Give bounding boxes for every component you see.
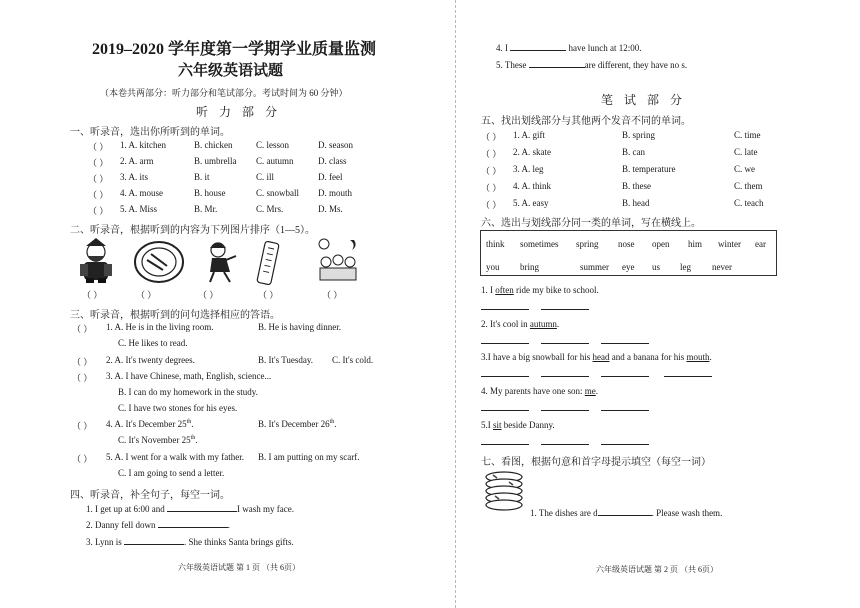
- answer-paren[interactable]: （ ）: [481, 166, 502, 176]
- fill-sentence-2: 2. Danny fell down .: [86, 520, 230, 530]
- option-c: C. He likes to read.: [118, 338, 188, 348]
- option-b: B. He is having dinner.: [258, 322, 341, 332]
- option-a: 2. A. It's twenty degrees.: [106, 355, 195, 365]
- option-d: D. class: [318, 156, 347, 166]
- option-c: C. I am going to send a letter.: [118, 468, 225, 478]
- answer-line[interactable]: [481, 376, 529, 377]
- option-b: B. can: [622, 147, 645, 157]
- option-b: B. It's Tuesday.: [258, 355, 314, 365]
- category-question-5: 5.I sit beside Danny.: [481, 420, 555, 430]
- fill-blank[interactable]: [529, 58, 585, 68]
- answer-paren[interactable]: （ ）: [88, 174, 109, 184]
- fill-sentence-4: 4. I have lunch at 12:00.: [496, 43, 642, 53]
- option-c: C. It's November 25th.: [118, 435, 198, 445]
- option-a: 5. A. easy: [513, 198, 549, 208]
- section-3-heading: 三、听录音，根据听到的问句选择相应的答语。: [70, 310, 280, 321]
- fill-blank[interactable]: [124, 535, 184, 545]
- word-bank-item: him: [688, 239, 703, 249]
- order-paren-1[interactable]: （ ）: [82, 290, 103, 300]
- page-divider: [455, 0, 456, 608]
- dirty-dishes-picture: [483, 469, 525, 513]
- answer-paren[interactable]: （ ）: [481, 183, 502, 193]
- option-d: D. Ms.: [318, 204, 343, 214]
- option-c: C. them: [734, 181, 763, 191]
- option-b: B. I can do my homework in the study.: [118, 387, 258, 397]
- option-c: C. late: [734, 147, 758, 157]
- option-a: 1. A. He is in the living room.: [106, 322, 214, 332]
- word-bank-item: never: [712, 262, 732, 272]
- option-c: C. time: [734, 130, 761, 140]
- word-bank-item: sometimes: [520, 239, 559, 249]
- word-bank-item: open: [652, 239, 670, 249]
- option-a: 5. A. Miss: [120, 204, 158, 214]
- answer-line[interactable]: [481, 410, 529, 411]
- fill-blank[interactable]: [598, 506, 652, 516]
- answer-line[interactable]: [601, 444, 649, 445]
- answer-paren[interactable]: （ ）: [72, 373, 93, 383]
- option-b: B. these: [622, 181, 651, 191]
- plate-picture: [133, 240, 185, 284]
- option-d: D. mouth: [318, 188, 353, 198]
- word-bank-item: leg: [680, 262, 691, 272]
- option-a: 1. A. gift: [513, 130, 546, 140]
- family-night-picture: [316, 238, 360, 284]
- exam-title: 2019–2020 学年度第一学期学业质量监测: [92, 41, 377, 58]
- answer-line[interactable]: [601, 376, 649, 377]
- order-paren-5[interactable]: （ ）: [322, 290, 343, 300]
- answer-line[interactable]: [541, 376, 589, 377]
- option-b: B. head: [622, 198, 650, 208]
- answer-paren[interactable]: （ ）: [88, 206, 109, 216]
- option-c: C. we: [734, 164, 755, 174]
- option-b: B. temperature: [622, 164, 676, 174]
- answer-paren[interactable]: （ ）: [481, 149, 502, 159]
- word-bank-item: you: [486, 262, 500, 272]
- word-bank-item: think: [486, 239, 505, 249]
- answer-paren[interactable]: （ ）: [72, 454, 93, 464]
- section-2-heading: 二、听录音，根据听到的内容为下列图片排序（1—5）。: [70, 225, 315, 236]
- answer-paren[interactable]: （ ）: [481, 132, 502, 142]
- option-b: B. spring: [622, 130, 656, 140]
- section-7-heading: 七、看图，根据句意和首字母提示填空（每空一词）: [481, 457, 711, 468]
- listening-title: 听 力 部 分: [196, 105, 282, 119]
- answer-paren[interactable]: （ ）: [72, 324, 93, 334]
- written-title: 笔 试 部 分: [601, 93, 687, 107]
- word-bank-item: nose: [618, 239, 635, 249]
- fill-sentence-1: 1. I get up at 6:00 and I wash my face.: [86, 504, 294, 514]
- section-4-heading: 四、听录音，补全句子，每空一词。: [70, 490, 230, 501]
- option-c: C. It's cold.: [332, 355, 374, 365]
- category-question-1: 1. I often ride my bike to school.: [481, 285, 599, 295]
- option-b: B. it: [194, 172, 210, 182]
- category-question-4: 4. My parents have one son: me.: [481, 386, 598, 396]
- option-c: C. snowball: [256, 188, 300, 198]
- word-bank-item: bring: [520, 262, 539, 272]
- answer-line[interactable]: [541, 309, 589, 310]
- option-b: B. I am putting on my scarf.: [258, 452, 360, 462]
- option-a: 2. A. skate: [513, 147, 551, 157]
- fill-sentence-5: 5. These are different, they have no s.: [496, 60, 688, 70]
- option-a: 5. A. I went for a walk with my father.: [106, 452, 244, 462]
- exam-subtitle: 六年级英语试题: [178, 63, 284, 79]
- exam-note: （本卷共两部分：听力部分和笔试部分。考试时间为 60 分钟）: [100, 88, 348, 98]
- option-c: C. I have two stones for his eyes.: [118, 403, 238, 413]
- option-a: 2. A. arm: [120, 156, 154, 166]
- answer-line[interactable]: [541, 343, 589, 344]
- option-c: C. ill: [256, 172, 275, 182]
- page-footer-2: 六年级英语试题 第 2 页 （共 6页）: [596, 565, 718, 574]
- word-bank-item: eye: [622, 262, 635, 272]
- option-c: C. autumn: [256, 156, 294, 166]
- order-paren-4[interactable]: （ ）: [258, 290, 279, 300]
- answer-line[interactable]: [541, 410, 589, 411]
- answer-paren[interactable]: （ ）: [72, 357, 93, 367]
- child-skating-picture: [200, 240, 240, 284]
- option-c: C. teach: [734, 198, 764, 208]
- option-a: 4. A. mouse: [120, 188, 164, 198]
- answer-line[interactable]: [481, 343, 529, 344]
- option-b: B. umbrella: [194, 156, 237, 166]
- option-d: D. season: [318, 140, 353, 150]
- answer-paren[interactable]: （ ）: [88, 142, 109, 152]
- option-a: 3. A. I have Chinese, math, English, science...: [106, 371, 272, 381]
- option-b: B. house: [194, 188, 226, 198]
- fill-blank[interactable]: [158, 518, 228, 528]
- word-bank-item: us: [652, 262, 661, 272]
- option-c: C. Mrs.: [256, 204, 284, 214]
- answer-paren[interactable]: （ ）: [72, 421, 93, 431]
- answer-line[interactable]: [541, 444, 589, 445]
- section-6-heading: 六、选出与划线部分同一类的单词，写在横线上。: [481, 218, 701, 229]
- order-paren-3[interactable]: （ ）: [198, 290, 219, 300]
- word-bank-item: winter: [718, 239, 741, 249]
- option-a: 3. A. leg: [513, 164, 544, 174]
- answer-paren[interactable]: （ ）: [481, 200, 502, 210]
- answer-paren[interactable]: （ ）: [88, 190, 109, 200]
- option-d: D. feel: [318, 172, 343, 182]
- answer-line[interactable]: [664, 376, 712, 377]
- category-question-3: 3.I have a big snowball for his head and a banana for his mouth.: [481, 352, 712, 362]
- word-bank-item: summer: [580, 262, 609, 272]
- option-a: 1. A. kitchen: [120, 140, 166, 150]
- thermometer-picture: [256, 240, 280, 286]
- answer-line[interactable]: [481, 444, 529, 445]
- section-5-heading: 五、找出划线部分与其他两个发音不同的单词。: [481, 116, 691, 127]
- word-bank-item: ear: [755, 239, 766, 249]
- option-a: 4. A. It's December 25th.: [106, 419, 194, 429]
- fill-sentence-3: 3. Lynn is . She thinks Santa brings gifts.: [86, 537, 294, 547]
- order-paren-2[interactable]: （ ）: [136, 290, 157, 300]
- word-bank-item: spring: [576, 239, 599, 249]
- option-a: 3. A. its: [120, 172, 149, 182]
- santa-picture: [74, 238, 118, 284]
- option-c: C. lesson: [256, 140, 290, 150]
- option-b: B. Mr.: [194, 204, 218, 214]
- fill-blank[interactable]: [510, 41, 566, 51]
- answer-paren[interactable]: （ ）: [88, 158, 109, 168]
- section-1-heading: 一、听录音，选出你所听到的单词。: [70, 127, 230, 138]
- picture-sentence-1: 1. The dishes are d . Please wash them.: [530, 508, 723, 518]
- answer-line[interactable]: [481, 309, 529, 310]
- option-a: 4. A. think: [513, 181, 552, 191]
- option-b: B. chicken: [194, 140, 233, 150]
- answer-line[interactable]: [601, 410, 649, 411]
- option-b: B. It's December 26th.: [258, 419, 337, 429]
- answer-line[interactable]: [601, 343, 649, 344]
- page-footer-1: 六年级英语试题 第 1 页 （共 6页）: [178, 563, 300, 572]
- category-question-2: 2. It's cool in autumn.: [481, 319, 560, 329]
- fill-blank[interactable]: [167, 502, 237, 512]
